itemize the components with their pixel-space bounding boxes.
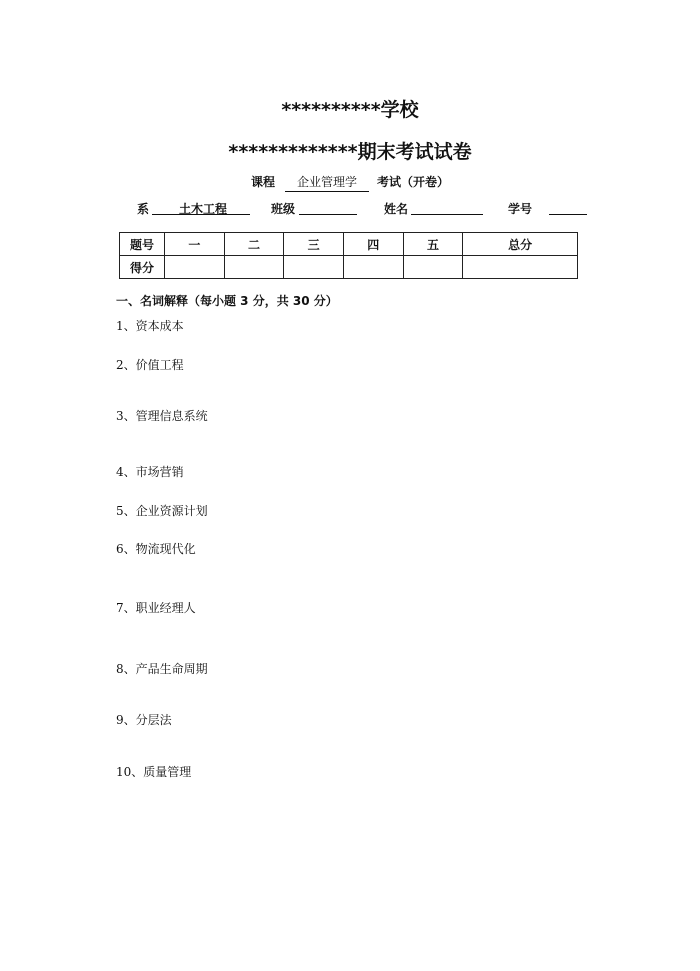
question-item: 8、产品生命周期 [116,662,208,676]
exam-title: *************期末考试试卷 [228,141,472,163]
score-cell [343,256,403,279]
course-value: 企业管理学 [285,173,369,192]
score-table-score-row [120,256,578,279]
exam-type: 考试（开卷） [377,175,450,189]
column-header: 五 [403,233,463,256]
header-row-label: 题号 [120,233,165,256]
question-item: 3、管理信息系统 [116,409,208,423]
score-cell [165,256,225,279]
column-header: 总分 [463,233,578,256]
question-item: 10、质量管理 [116,765,192,779]
question-item: 7、职业经理人 [116,601,196,615]
id-label: 学号 [508,202,533,216]
score-cell [463,256,578,279]
name-blank [411,214,483,215]
score-table [119,232,578,279]
class-label: 班级 [271,202,296,216]
column-header: 三 [284,233,344,256]
score-cell [224,256,284,279]
score-table-header-row [120,233,578,256]
course-line [0,173,700,192]
question-item: 4、市场营销 [116,465,184,479]
question-item: 2、价值工程 [116,358,184,372]
school-title: **********学校 [281,99,419,121]
dept-label: 系 [137,202,150,216]
score-row-label: 得分 [120,256,165,279]
name-label: 姓名 [384,202,409,216]
question-item: 1、资本成本 [116,319,184,333]
course-label: 课程 [250,175,275,189]
question-item: 5、企业资源计划 [116,504,208,518]
question-item: 9、分层法 [116,713,172,727]
section-title: 一、名词解释（每小题 3 分，共 30 分） [116,294,338,308]
column-header: 四 [343,233,403,256]
dept-value: 土木工程 [179,202,228,216]
score-cell [403,256,463,279]
column-header: 二 [224,233,284,256]
student-info-line [137,200,597,216]
class-blank [299,214,357,215]
id-blank [549,214,587,215]
score-cell [284,256,344,279]
question-item: 6、物流现代化 [116,542,196,556]
column-header: 一 [165,233,225,256]
